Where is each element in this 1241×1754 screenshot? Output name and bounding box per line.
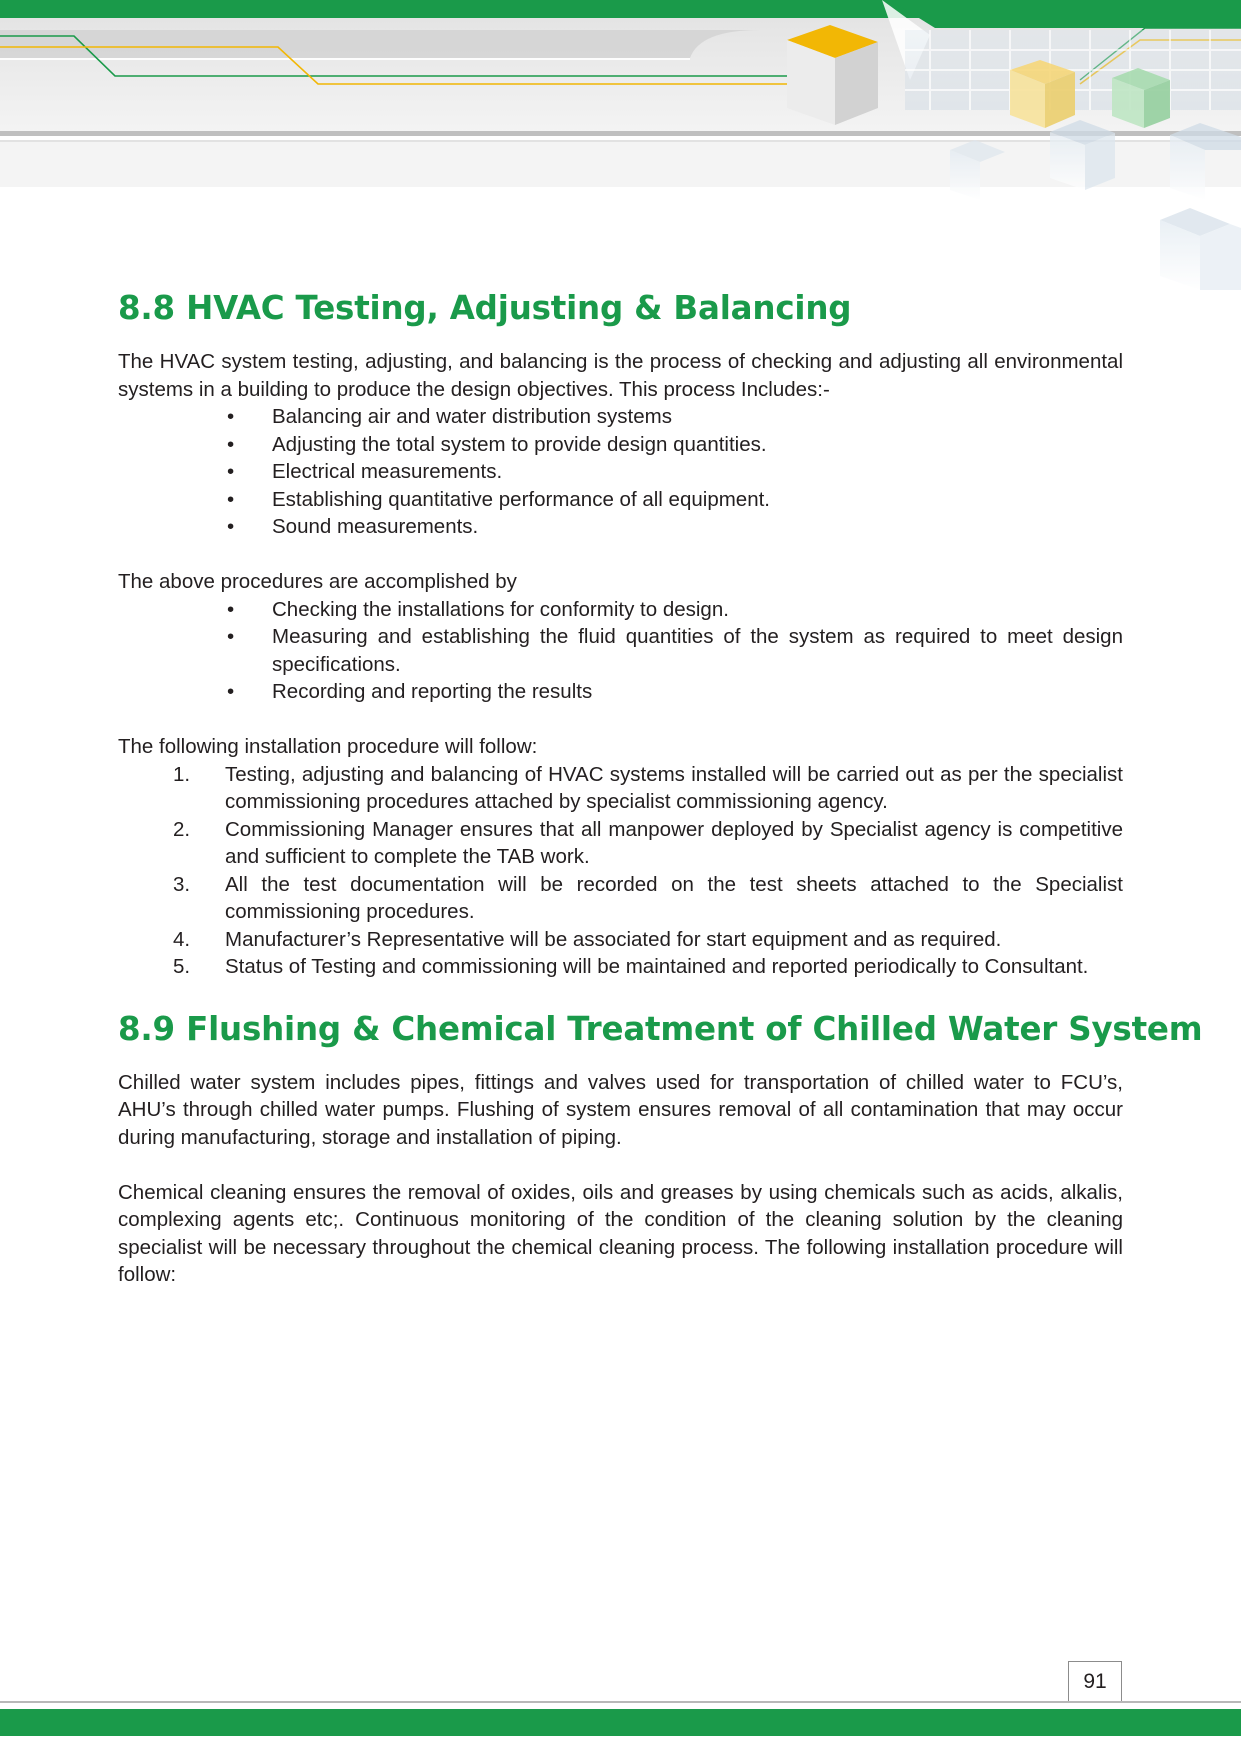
header-pale-green-cube: [1112, 68, 1170, 128]
list-number: 4.: [173, 927, 191, 951]
list-item: 3. All the test documentation will be recorded on the test sheets attached to the Specialist commissioning procedures.: [173, 872, 1123, 923]
procedure-list: [118, 761, 1123, 981]
list-number: 3.: [173, 872, 191, 896]
process-includes-list: [118, 403, 1123, 541]
header-dark-curve: [0, 30, 760, 58]
header-yellow-cube: [787, 25, 878, 125]
section-8-9-heading: 8.9 Flushing & Chemical Treatment of Chilled Water System: [118, 1009, 1203, 1048]
accomplished-list: [118, 596, 1123, 706]
page-number: 91: [1068, 1661, 1122, 1702]
list-item: • Balancing air and water distribution systems: [272, 403, 1123, 431]
list-item: 5. Status of Testing and commissioning will be maintained and reported periodically to Consultant.: [225, 953, 1123, 981]
footer-green-bar: [0, 1709, 1241, 1736]
footer-separator-line: [0, 1701, 1241, 1703]
list-number: 1.: [173, 762, 191, 786]
bullet-icon: •: [227, 460, 235, 483]
page-header-decoration: [0, 0, 1241, 300]
accomplished-intro: The above procedures are accomplished by: [118, 570, 517, 593]
section-8-9-paragraph-1: Chilled water system includes pipes, fittings and valves used for transportation of chilled water to FCU’s, AHU’s through chilled water pumps. Flushing of system ensures removal of all contamination that may occur during manufacturing, storage and installation of piping.: [118, 1070, 1123, 1149]
header-graphic: [0, 0, 1241, 300]
bullet-icon: •: [227, 680, 235, 703]
section-8-9-paragraph-2: Chemical cleaning ensures the removal of oxides, oils and greases by using chemicals such as acids, alkalis, complexing agents etc;. Continuous monitoring of the condition of the cleaning solution by the cleaning specialist will be necessary throughout the chemical cleaning process. The following installation procedure will follow:: [118, 1180, 1123, 1286]
bullet-icon: •: [227, 405, 235, 428]
list-number: 5.: [173, 955, 191, 978]
bullet-icon: •: [227, 625, 235, 648]
bullet-icon: •: [227, 515, 235, 538]
list-item: • Electrical measurements.: [272, 458, 1123, 486]
bullet-icon: •: [227, 487, 235, 511]
list-item: 2. Commissioning Manager ensures that all manpower deployed by Specialist agency is competitive and sufficient to complete the TAB work.: [173, 817, 1123, 868]
bullet-icon: •: [227, 432, 235, 456]
list-item: • Measuring and establishing the fluid quantities of the system as required to meet design specifications.: [227, 625, 1123, 676]
procedure-intro: The following installation procedure will follow:: [118, 735, 538, 758]
section-8-8-heading: 8.8 HVAC Testing, Adjusting & Balancing: [118, 289, 852, 327]
list-item: • Sound measurements.: [272, 513, 1123, 541]
list-item: 4. Manufacturer’s Representative will be associated for start equipment and as required.: [225, 926, 1123, 954]
list-item: • Recording and reporting the results: [272, 678, 1123, 706]
list-number: 2.: [173, 817, 191, 841]
list-item: • Establishing quantitative performance of all equipment.: [272, 486, 1123, 514]
main-content: [118, 288, 1203, 1289]
section-8-8-intro: The HVAC system testing, adjusting, and balancing is the process of checking and adjusting all environmental systems in a building to produce the design objectives. This process Includes:-: [118, 350, 1123, 401]
bullet-icon: •: [227, 597, 235, 621]
list-item: 1. Testing, adjusting and balancing of HVAC systems installed will be carried out as per the specialist commissioning procedures attached by specialist commissioning agency.: [173, 762, 1123, 813]
header-pale-yellow-cube: [1010, 60, 1075, 128]
list-item: • Adjusting the total system to provide design quantities.: [272, 431, 1123, 459]
list-item: • Checking the installations for conformity to design.: [272, 596, 1123, 624]
